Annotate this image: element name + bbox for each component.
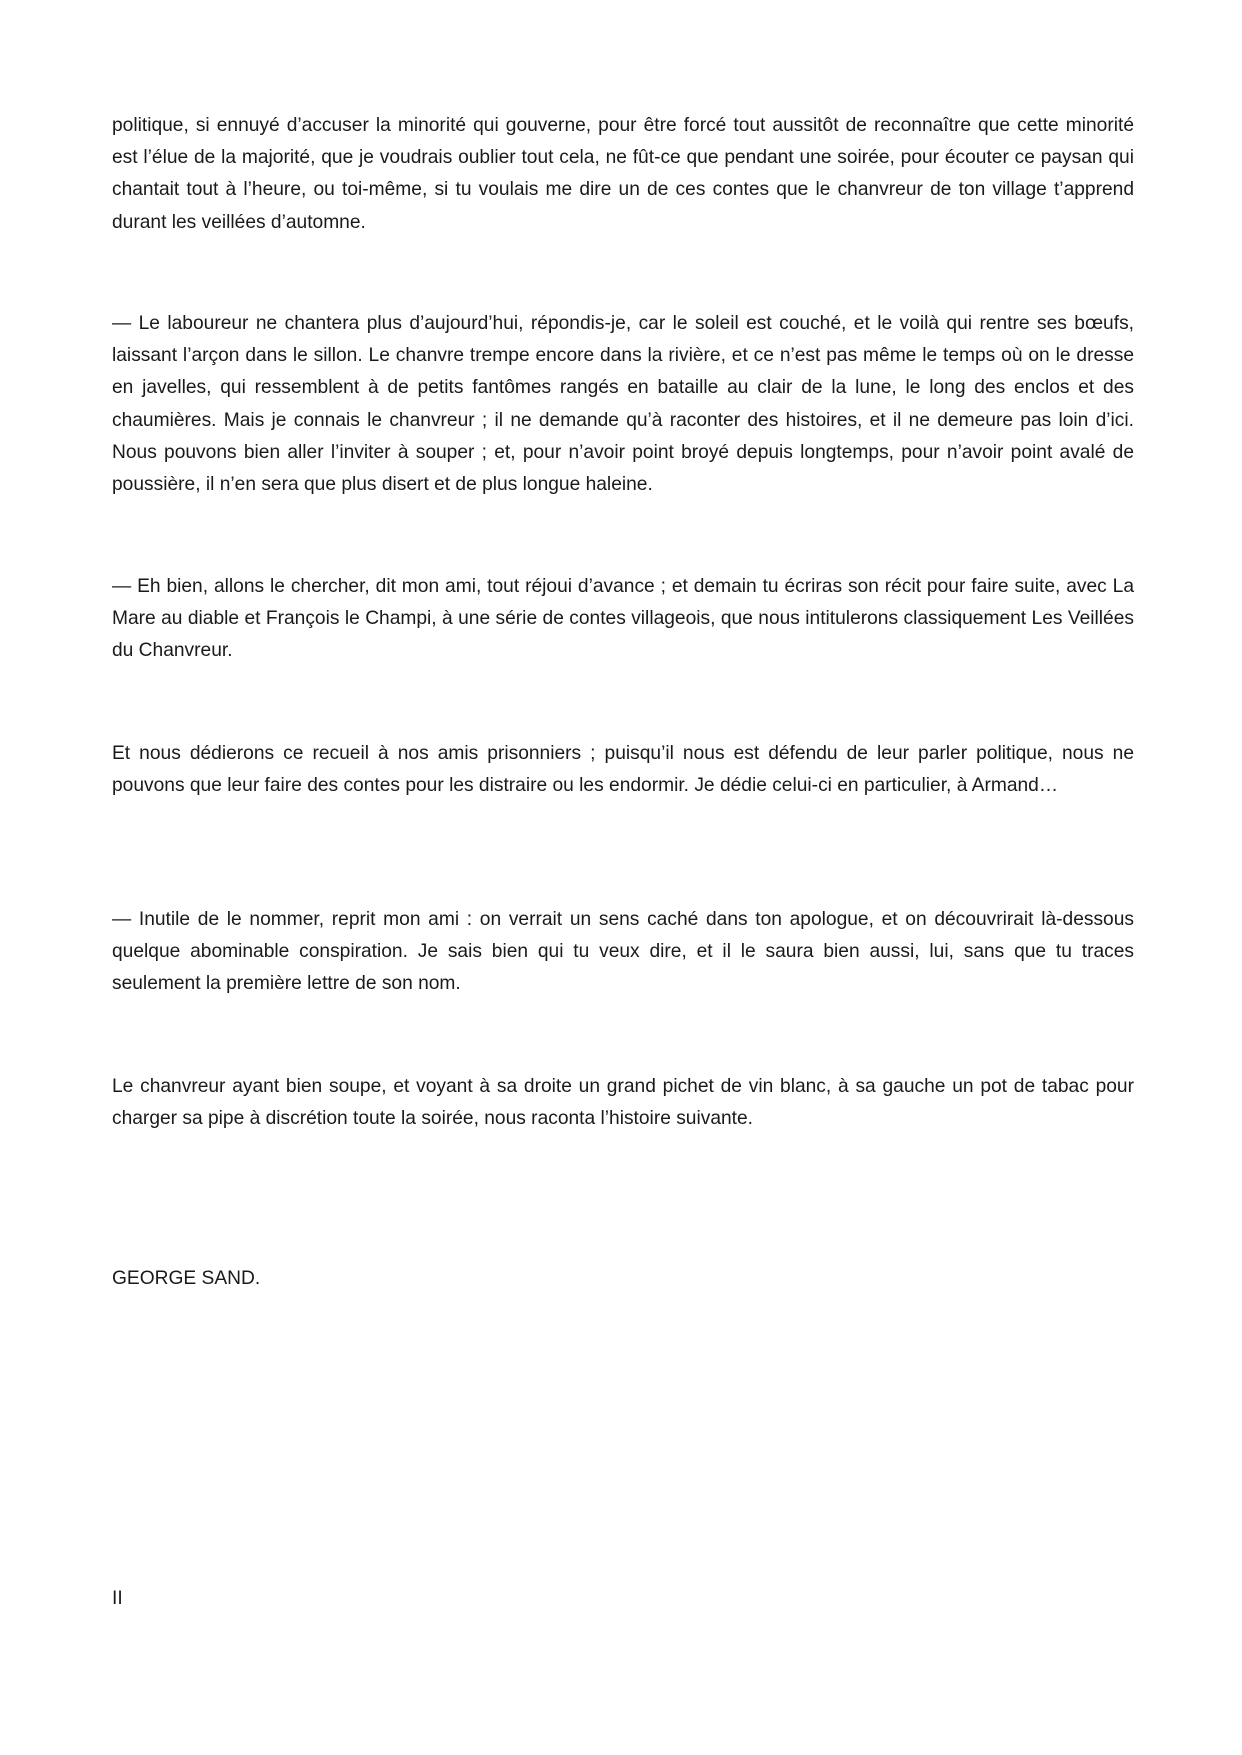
author-signature: GEORGE SAND. (112, 1268, 261, 1289)
paragraph-2: — Le laboureur ne chantera plus d’aujourd’hui, répondis-je, car le soleil est couché, et le voilà qui rentre ses bœufs, laissant l’arçon dans le sillon. Le chanvre trempe encore dans la rivière, et ce n’est pas même le temps où on le dresse en javelles, qui ressemblent à de petits fantômes rangés en bataille au clair de la lune, le long des enclos et des chaumières. Mais je connais le chanvreur ; il ne demande qu’à raconter des histoires, et il ne demeure pas loin d’ici. Nous pouvons bien aller l’inviter à souper ; et, pour n’avoir point broyé depuis longtemps, pour n’avoir point avalé de poussière, il n’en sera que plus disert et de plus longue haleine. (112, 313, 1134, 496)
paragraph-1: politique, si ennuyé d’accuser la minorité qui gouverne, pour être forcé tout aussitôt de reconnaître que cette minorité est l’élue de la majorité, que je voudrais oublier tout cela, ne fût-ce que pendant une soirée, pour écouter ce paysan qui chantait tout à l’heure, ou toi-même, si tu voulais me dire un de ces contes que le chanvreur de ton village t’apprend durant les veillées d’automne. (112, 115, 1134, 233)
page-number: II (112, 1588, 123, 1609)
paragraph-6: Le chanvreur ayant bien soupe, et voyant à sa droite un grand pichet de vin blanc, à sa gauche un pot de tabac pour charger sa pipe à discrétion toute la soirée, nous raconta l’histoire suivante. (112, 1076, 1134, 1130)
paragraph-5: — Inutile de le nommer, reprit mon ami : on verrait un sens caché dans ton apologue, et on découvrirait là-dessous quelque abominable conspiration. Je sais bien qui tu veux dire, et il le saura bien aussi, lui, sans que tu traces seulement la première lettre de son nom. (112, 909, 1134, 995)
paragraph-3: — Eh bien, allons le chercher, dit mon ami, tout réjoui d’avance ; et demain tu écriras son récit pour faire suite, avec La Mare au diable et François le Champi, à une série de contes villageois, que nous intitulerons classiquement Les Veillées du Chanvreur. (112, 576, 1134, 662)
paragraph-4: Et nous dédierons ce recueil à nos amis prisonniers ; puisqu’il nous est défendu de leur parler politique, nous ne pouvons que leur faire des contes pour les distraire ou les endormir. Je dédie celui-ci en particulier, à Armand… (112, 743, 1134, 797)
